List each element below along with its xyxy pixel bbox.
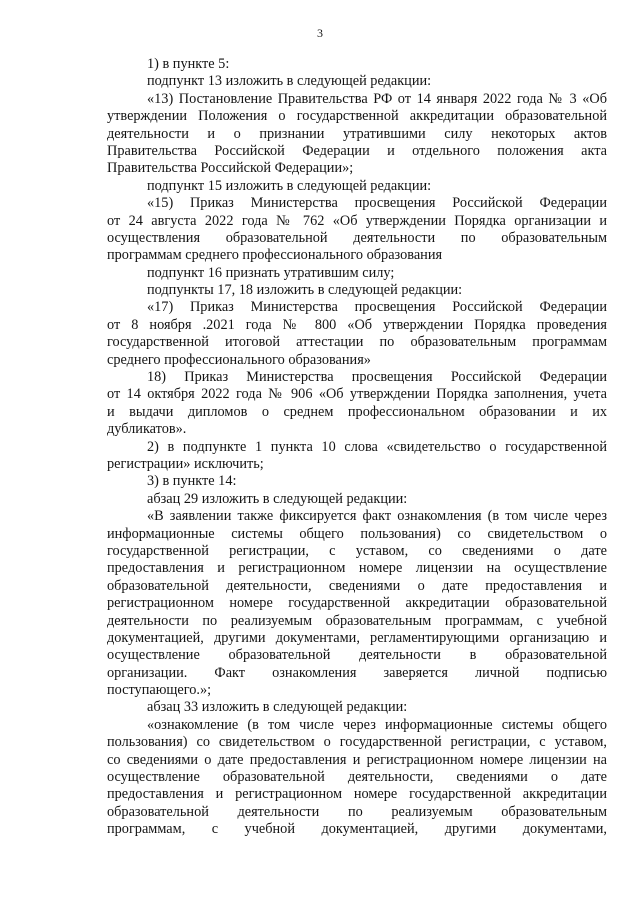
text-line: поступающего.»;	[107, 682, 212, 699]
text-line: подпункт 15 изложить в следующей редакции:	[147, 177, 432, 194]
text-line: от 24 августа 2022 года № 762 «Об утверждении Порядка организации и	[107, 212, 607, 229]
text-line: подпункты 17, 18 изложить в следующей редакции:	[147, 282, 463, 299]
text-line: от 8 ноября .2021 года № 800 «Об утверждении Порядка проведения	[107, 316, 607, 333]
text-line: информационные системы общего пользования) со свидетельством о	[107, 525, 607, 542]
text-line: «15) Приказ Министерства просвещения Российской Федерации	[147, 195, 607, 212]
text-line: утверждении Положения о государственной аккредитации образовательной	[107, 108, 607, 125]
text-line: 18) Приказ Министерства просвещения Российской Федерации	[147, 369, 607, 386]
text-line: абзац 33 изложить в следующей редакции:	[147, 699, 408, 716]
text-line: регистрационном номере государственной аккредитации образовательной	[107, 595, 607, 612]
text-line: деятельности по реализуемым образовательным программам, с учебной	[107, 612, 607, 629]
text-line: абзац 29 изложить в следующей редакции:	[147, 490, 408, 507]
text-line: дубликатов».	[107, 421, 187, 438]
text-line: предоставления и регистрационном номере лицензии на осуществление	[107, 560, 607, 577]
text-line: подпункт 16 признать утратившим силу;	[147, 264, 395, 281]
text-line: «13) Постановление Правительства РФ от 14 января 2022 года № 3 «Об	[147, 90, 607, 107]
text-line: подпункт 13 изложить в следующей редакции:	[147, 73, 432, 90]
page-number: 3	[317, 26, 323, 40]
text-line: Правительства Российской Федерации и отдельного положения акта	[107, 142, 607, 159]
document-body	[107, 56, 607, 839]
text-line: образовательной деятельности, сведениями о дате предоставления и	[107, 577, 607, 594]
text-line: со сведениями о дате предоставления и регистрационном номере лицензии на	[107, 751, 607, 768]
text-line: «ознакомление (в том числе через информационные системы общего	[147, 716, 607, 733]
text-line: Правительства Российской Федерации»;	[107, 160, 354, 177]
text-line: регистрации» исключить;	[107, 455, 264, 472]
text-line: предоставления и регистрационном номере государственной аккредитации	[107, 786, 607, 803]
text-line: 2) в подпункте 1 пункта 10 слова «свидетельство о государственной	[147, 438, 607, 455]
text-line: программам, с учебной документацией, другими документами,	[107, 821, 607, 838]
text-line: деятельности и о признании утратившими силу некоторых актов	[107, 125, 607, 142]
text-line: документацией, другими документами, регламентирующими организацию и	[107, 629, 607, 646]
text-line: 1) в пункте 5:	[147, 56, 230, 72]
text-line: государственной регистрации, с уставом, со сведениями о дате	[107, 542, 607, 559]
text-line: и выдачи дипломов о среднем профессиональном образовании и их	[107, 403, 607, 420]
text-line: 3) в пункте 14:	[147, 473, 237, 490]
text-line: осуществления образовательной деятельности по образовательным	[107, 229, 607, 246]
text-line: государственной итоговой аттестации по образовательным программам	[107, 334, 607, 351]
text-line: организации. Факт ознакомления заверяется личной подписью	[107, 664, 607, 681]
text-line: образовательной деятельности по реализуемым образовательным	[107, 803, 607, 820]
text-line: среднего профессионального образования»	[107, 351, 371, 368]
text-line: пользования) со свидетельством о государственной регистрации, с уставом,	[107, 734, 607, 751]
text-line: «17) Приказ Министерства просвещения Российской Федерации	[147, 299, 607, 316]
text-line: программам среднего профессионального образования	[107, 247, 443, 264]
text-line: осуществление образовательной деятельности, сведениями о дате	[107, 769, 607, 786]
text-line: осуществление образовательной деятельности в образовательной	[107, 647, 607, 664]
text-line: от 14 октября 2022 года № 906 «Об утверждении Порядка заполнения, учета	[107, 386, 607, 403]
text-line: «В заявлении также фиксируется факт ознакомления (в том числе через	[147, 508, 607, 525]
